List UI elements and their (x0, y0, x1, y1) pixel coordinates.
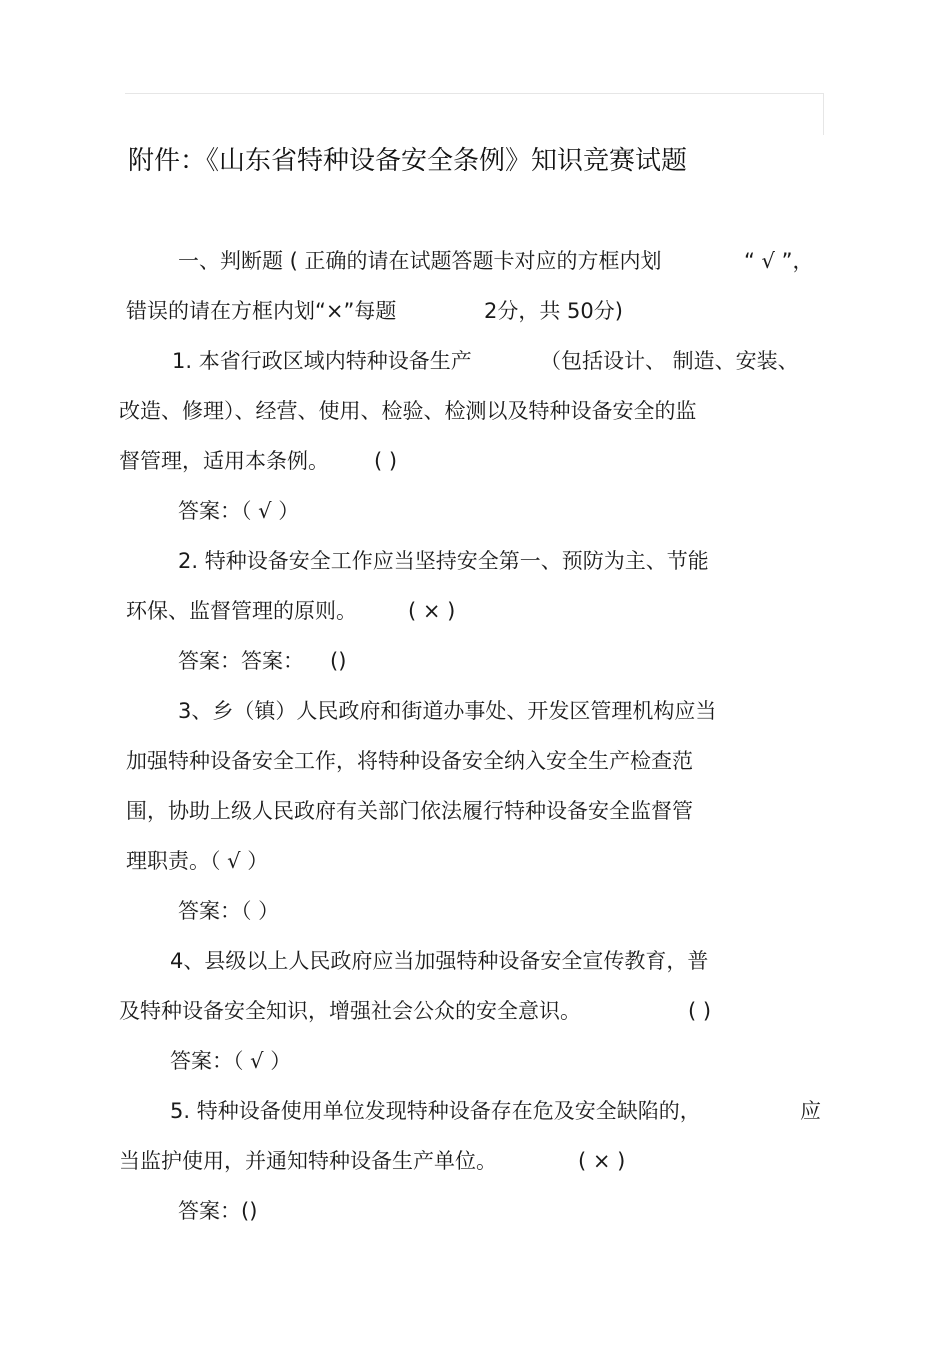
q4-answer: 答案：（ √ ） (170, 1049, 292, 1073)
q1-line-1a: 1. 本省行政区域内特种设备生产 (172, 349, 472, 373)
q4-line-1: 4、县级以上人民政府应当加强特种设备安全宣传教育，普 (170, 949, 709, 973)
q3-line-4: 理职责。（ √ ） (126, 849, 269, 873)
q5-line-1b: 应 (800, 1099, 821, 1123)
intro-line-2a: 错误的请在方框内划“×”每题 (126, 299, 397, 323)
q2-line-2a: 环保、监督管理的原则。 (126, 599, 357, 623)
q3-line-2: 加强特种设备安全工作，将特种设备安全纳入安全生产检查范 (126, 749, 693, 773)
intro-line-2b: 2分，共 50分) (484, 299, 623, 323)
q3-line-3: 围，协助上级人民政府有关部门依法履行特种设备安全监督管 (126, 799, 693, 823)
q2-line-2b: ( × ) (408, 599, 456, 623)
intro-line-1b: “ √ ”， (744, 249, 814, 273)
q1-answer: 答案：（ √ ） (178, 499, 300, 523)
q2-answer-b: () (330, 649, 347, 673)
document-title: 附件：《山东省特种设备安全条例》知识竞赛试题 (128, 146, 688, 176)
header-rule (125, 93, 823, 94)
q3-line-1: 3、乡（镇）人民政府和街道办事处、开发区管理机构应当 (178, 699, 717, 723)
q1-line-1b: （包括设计、 制造、安装、 (540, 349, 799, 373)
q2-line-1: 2. 特种设备安全工作应当坚持安全第一、预防为主、节能 (178, 549, 709, 573)
q1-line-3b: ( ) (374, 449, 398, 473)
intro-line-1a: 一、判断题 ( 正确的请在试题答题卡对应的方框内划 (178, 249, 662, 273)
q5-line-2a: 当监护使用，并通知特种设备生产单位。 (119, 1149, 497, 1173)
q5-line-1a: 5. 特种设备使用单位发现特种设备存在危及安全缺陷的， (170, 1099, 701, 1123)
q4-line-2a: 及特种设备安全知识，增强社会公众的安全意识。 (119, 999, 581, 1023)
q5-line-2b: ( × ) (578, 1149, 626, 1173)
q5-answer: 答案：() (178, 1199, 258, 1223)
header-rule-right (823, 93, 824, 135)
q2-answer-a: 答案：答案： (178, 649, 304, 673)
q4-line-2b: ( ) (688, 999, 712, 1023)
q1-line-2: 改造、修理）、经营、使用、检验、检测以及特种设备安全的监 (119, 399, 697, 423)
q3-answer: 答案：（ ） (178, 899, 280, 923)
q1-line-3a: 督管理，适用本条例。 (119, 449, 329, 473)
